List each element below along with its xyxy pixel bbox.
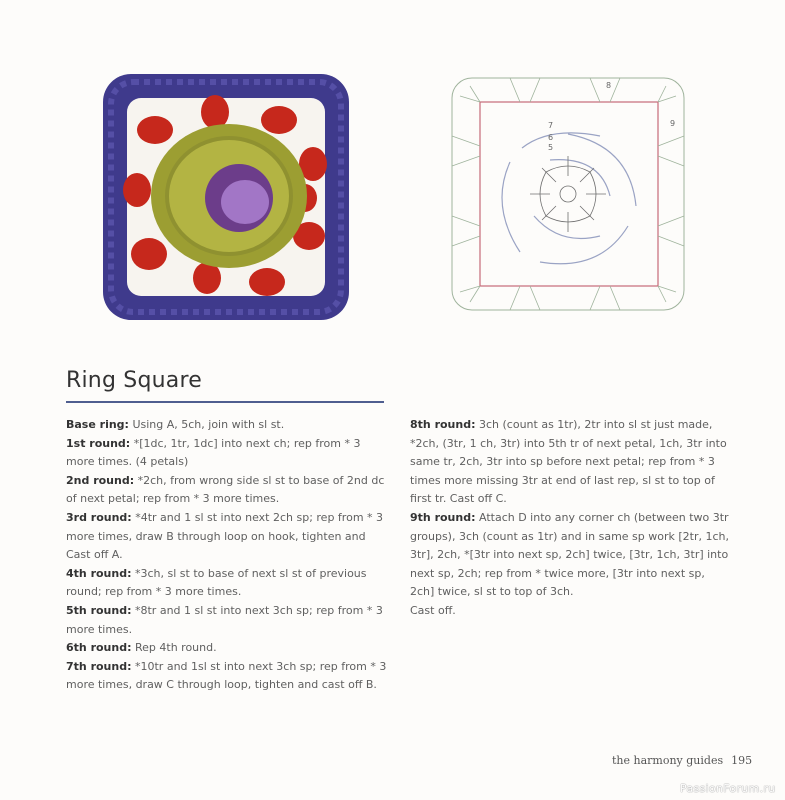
diagram-label-8: 8 [606,81,612,90]
instruction-round-4: 4th round: *3ch, sl st to base of next sl st of previous round; rep from * 3 more times. [66,566,367,599]
instructions-left-column [66,416,388,695]
instruction-round-7: 7th round: *10tr and 1sl st into next 3ch sp; rep from * 3 more times, draw C through loop, tighten and cast off B. [66,659,387,692]
title-underline [66,401,384,403]
instruction-round-1: 1st round: *[1dc, 1tr, 1dc] into next ch; rep from * 3 more times. (4 petals) [66,436,361,469]
instruction-base-ring: Base ring: Using A, 5ch, join with sl st. [66,418,285,431]
instruction-round-8: 8th round: 3ch (count as 1tr), 2tr into sl st just made, *2ch, (3tr, 1 ch, 3tr) into 5th tr of next petal, 1ch, 3tr into same tr, 2ch, 3tr into sp before next petal; rep from * 3 times more missing 3tr at end of last rep, sl st to top of first tr. Cast off C. [410,418,727,506]
instruction-round-5: 5th round: *8tr and 1 sl st into next 3ch sp; rep from * 3 more times. [66,603,383,636]
instructions-right-column [410,416,732,621]
instruction-cast-off: Cast off. [410,603,456,617]
crochet-square-photo [97,68,355,326]
pattern-title: Ring Square [66,368,202,393]
book-title: the harmony guides [612,754,724,767]
diagram-label-9: 9 [670,119,676,128]
page-number: 195 [731,754,753,767]
instruction-round-9: 9th round: Attach D into any corner ch (between two 3tr groups), 3ch (count as 1tr) and in same sp work [2tr, 1ch, 3tr], 2ch, *[3tr into next sp, 2ch] twice, [3tr, 1ch, 3tr] into next sp, 2ch; rep from * twice more, [3tr into next sp, 2ch] twice, sl st to top of 3ch. [410,510,730,599]
instruction-round-2: 2nd round: *2ch, from wrong side sl st to base of 2nd dc of next petal; rep from * 3 more times. [66,473,385,506]
instruction-round-3: 3rd round: *4tr and 1 sl st into next 2ch sp; rep from * 3 more times, draw B through loop on hook, tighten and Cast off A. [66,510,384,562]
diagram-label-6: 6 [548,133,554,142]
crochet-chart-diagram [450,76,686,312]
watermark: PassionForum.ru [680,782,776,795]
diagram-label-5: 5 [548,143,554,152]
page-footer [612,754,752,767]
diagram-label-7: 7 [548,121,554,130]
instruction-round-6: 6th round: Rep 4th round. [66,641,217,655]
